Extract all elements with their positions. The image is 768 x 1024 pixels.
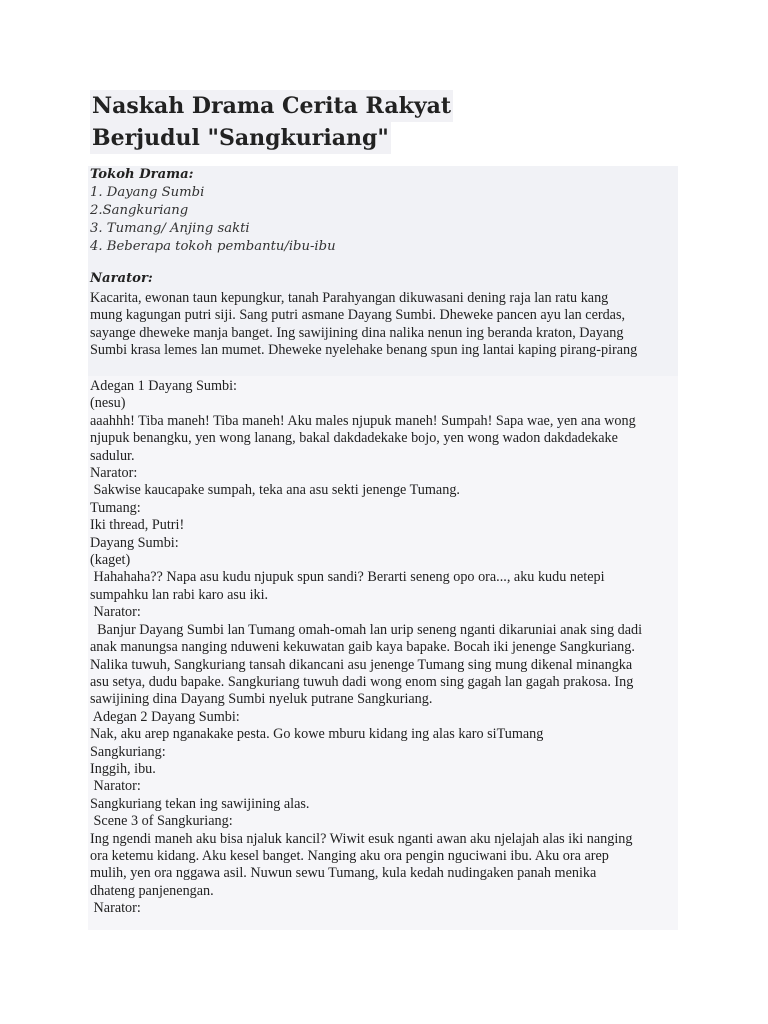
script-line: ora ketemu kidang. Aku kesel banget. Nanging aku ora pengin nguciwani ibu. Aku ora arep [90, 847, 609, 864]
script-line: mulih, yen ora nggawa asil. Nuwun sewu Tumang, kula kedah nudingaken panah menika [90, 865, 597, 882]
script-line: Adegan 1 Dayang Sumbi: [90, 378, 237, 394]
title-line-2: Berjudul "Sangkuriang" [90, 122, 391, 154]
script-line: dhateng panjenengan. [90, 882, 214, 899]
script-line: Nak, aku arep nganakake pesta. Go kowe mburu kidang ing alas karo siTumang [90, 726, 544, 743]
document-title [90, 90, 453, 154]
script-line: Hahahaha?? Napa asu kudu njupuk spun sandi? Berarti seneng opo ora..., aku kudu netepi [90, 569, 605, 586]
script-line: Banjur Dayang Sumbi lan Tumang omah-omah lan urip seneng nganti dikaruniai anak sing dadi [90, 621, 643, 638]
cast-item: 2.Sangkuriang [90, 203, 189, 218]
cast-heading: Tokoh Drama: [90, 167, 194, 182]
script-line: Narator: [90, 900, 141, 917]
script-line: Sangkuriang tekan ing sawijining alas. [90, 795, 310, 812]
script-line: Narator: [90, 465, 138, 482]
script-line: njupuk benangku, yen wong lanang, bakal dakdadekake bojo, yen wong wadon dakdadekake [90, 430, 618, 447]
cast-list [90, 166, 678, 256]
script-line: Tumang: [90, 499, 141, 516]
script-body [90, 378, 678, 918]
narrator-line: Kacarita, ewonan taun kepungkur, tanah Parahyangan dikuwasani dening raja lan ratu kang [90, 290, 609, 306]
cast-item: 4. Beberapa tokoh pembantu/ibu-ibu [90, 239, 336, 254]
script-line: Ing ngendi maneh aku bisa njaluk kancil? Wiwit esuk nganti awan aku njelajah alas iki nanging [90, 830, 633, 847]
script-line: asu setya, dudu bapake. Sangkuriang tuwuh dadi wong enom sing gagah lan gagah prakosa. Ing [90, 673, 634, 690]
script-line: Iki thread, Putri! [90, 517, 185, 534]
script-line: Sangkuriang: [90, 743, 166, 760]
cast-item: 3. Tumang/ Anjing sakti [90, 221, 250, 236]
script-line: sumpahku lan rabi karo asu iki. [90, 586, 269, 603]
cast-item: 1. Dayang Sumbi [90, 185, 205, 200]
script-line: Dayang Sumbi: [90, 534, 179, 551]
script-line: sadulur. [90, 447, 135, 464]
narrator-heading: Narator: [90, 271, 153, 286]
script-line: Narator: [90, 778, 141, 795]
narrator-line: mung kagungan putri siji. Sang putri asmane Dayang Sumbi. Dheweke pancen ayu lan cerdas, [90, 307, 626, 324]
script-line: Adegan 2 Dayang Sumbi: [90, 708, 240, 725]
script-line: Narator: [90, 604, 141, 621]
script-line: Nalika tuwuh, Sangkuriang tansah dikancani asu jenenge Tumang sing mung dikenal minangka [90, 656, 633, 673]
script-line: sawijining dina Dayang Sumbi nyeluk putrane Sangkuriang. [90, 691, 433, 708]
script-line: anak manungsa nanging nduweni kekuwatan gaib kaya bapake. Bocah iki jenenge Sangkuriang. [90, 639, 635, 656]
script-line: (nesu) [90, 395, 126, 412]
narrator-paragraph [90, 290, 678, 360]
script-line: aaahhh! Tiba maneh! Tiba maneh! Aku males njupuk maneh! Sumpah! Sapa wae, yen ana wong [90, 412, 636, 429]
narrator-line: Sumbi krasa lemes lan mumet. Dheweke nyelehake benang spun ing lantai kaping pirang-pirang [90, 342, 638, 359]
script-line: Scene 3 of Sangkuriang: [90, 813, 233, 830]
title-line-1: Naskah Drama Cerita Rakyat [90, 90, 453, 122]
script-line: (kaget) [90, 552, 131, 569]
narrator-line: sayange dheweke manja banget. Ing sawijining dina nalika nenun ing beranda kraton, Dayang [90, 324, 624, 341]
script-line: Inggih, ibu. [90, 760, 156, 777]
script-line: Sakwise kaucapake sumpah, teka ana asu sekti jenenge Tumang. [90, 482, 460, 499]
